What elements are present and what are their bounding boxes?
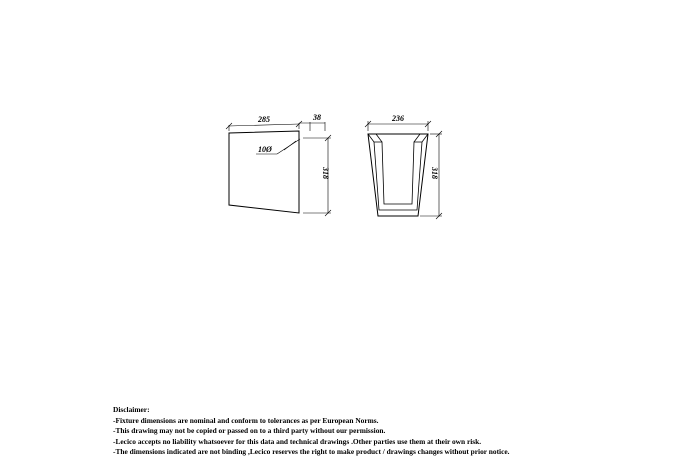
front-height-label: 318 <box>430 167 439 179</box>
disclaimer-heading: Disclaimer: <box>113 405 150 414</box>
front-width-label: 236 <box>392 114 404 123</box>
side-width-label: 285 <box>258 115 270 124</box>
disclaimer-line: -The dimensions indicated are not binding ,Lecico reserves the right to make product / drawings changes without prior notice. <box>113 447 510 457</box>
disclaimer <box>113 405 673 458</box>
disclaimer-line: -Lecico accepts no liability whatsoever for this data and technical drawings .Other parties use them at their own risk. <box>113 436 482 446</box>
hole-label: 10Ø <box>258 145 272 154</box>
disclaimer-line: -This drawing may not be copied or passed on to a third party without our permission. <box>113 426 386 436</box>
side-view-outline <box>229 131 299 213</box>
front-view <box>365 114 442 219</box>
disclaimer-line: -Fixture dimensions are nominal and conform to tolerances as per European Norms. <box>113 415 379 425</box>
side-view <box>226 113 331 216</box>
side-depth-label: 38 <box>313 113 321 122</box>
side-depth-dimension <box>299 122 325 131</box>
side-height-label: 318 <box>321 167 330 179</box>
